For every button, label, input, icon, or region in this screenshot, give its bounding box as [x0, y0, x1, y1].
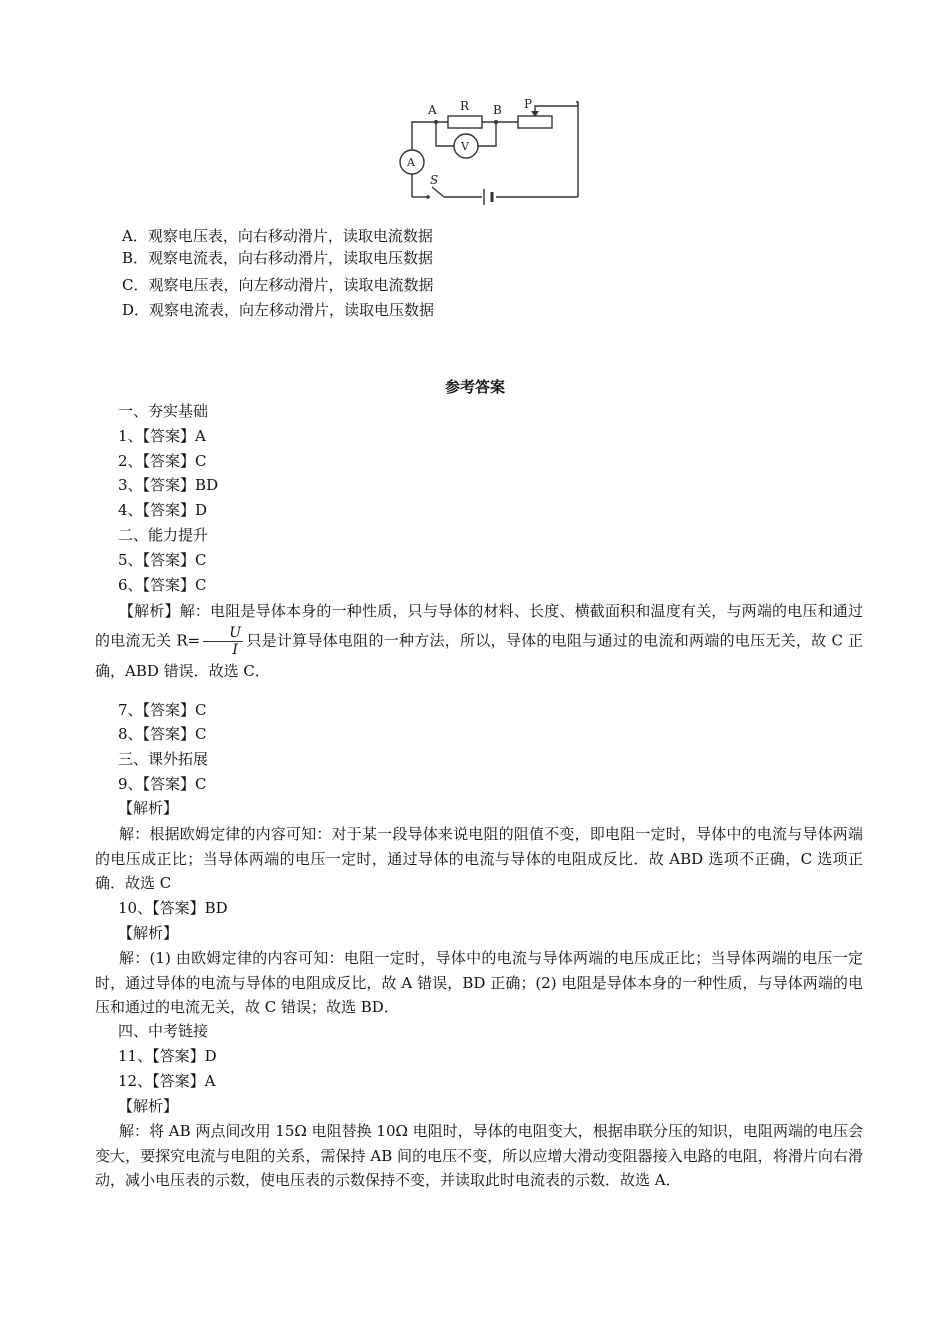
label-p: P [524, 97, 533, 111]
answer-10: 10、【答案】BD [118, 899, 228, 917]
voltmeter-label: V [461, 140, 469, 153]
fraction-denominator: I [232, 642, 238, 658]
explanation-9-body: 解：根据欧姆定律的内容可知：对于某一段导体来说电阻的阻值不变，即电阻一定时，导体中的电流与导体两端的电压成正比；当导体两端的电压一定时，通过导体的电流与导体的电阻成反比．故 ABD 选项不正确，C 选项正确．故选 C [95, 825, 863, 892]
explanation-6 [95, 598, 863, 685]
label-b: B [493, 103, 502, 117]
option-b: B．观察电流表，向右移动滑片，读取电压数据 [122, 249, 434, 267]
section-4: 四、中考链接 [118, 1022, 209, 1040]
formula-fraction [203, 625, 243, 658]
answer-4: 4、【答案】D [118, 501, 208, 519]
answer-title: 参考答案 [444, 378, 505, 396]
fraction-numerator: U [203, 625, 243, 642]
explanation-9-head: 【解析】 [118, 799, 179, 817]
label-a: A [428, 103, 437, 117]
answer-7: 7、【答案】C [118, 701, 207, 719]
section-2: 二、能力提升 [118, 526, 209, 544]
option-a: A．观察电压表，向右移动滑片，读取电流数据 [122, 227, 433, 245]
section-3: 三、课外拓展 [118, 750, 209, 768]
answer-11: 11、【答案】D [118, 1047, 217, 1065]
explanation-6-part2: 只是计算导体电阻的一种方法，所以，导体的电阻与通过的电流和两端的电压无关，故 C 正确，ABD 错误．故选 C． [95, 631, 863, 680]
explanation-12-head: 【解析】 [118, 1097, 179, 1115]
label-r: R [460, 99, 470, 113]
explanation-10-body: 解：(1) 由欧姆定律的内容可知：电阻一定时，导体中的电流与导体两端的电压成正比；当导体两端的电压一定时，通过导体的电流与导体的电阻成反比，故 A 错误，BD 正确；(2) 电阻是导体本身的一种性质，与导体两端的电压和通过的电流无关，故 C 错误；故选 BD． [95, 949, 863, 1016]
answer-5: 5、【答案】C [118, 551, 207, 569]
circuit-diagram [398, 94, 584, 206]
explanation-6-part1: 【解析】解：电阻是导体本身的一种性质，只与导体的材料、长度、横截面积和温度有关，与两端的电压和通过的电流无关 R= [95, 602, 863, 650]
ammeter-label: A [407, 156, 415, 169]
option-d: D．观察电流表，向左移动滑片，读取电压数据 [122, 301, 435, 319]
answer-12: 12、【答案】A [118, 1072, 216, 1090]
answer-3: 3、【答案】BD [118, 476, 219, 494]
switch-label: S [430, 173, 439, 187]
explanation-10-head: 【解析】 [118, 924, 179, 942]
answer-1: 1、【答案】A [118, 427, 206, 445]
option-c: C．观察电压表，向左移动滑片，读取电流数据 [122, 276, 434, 294]
answer-8: 8、【答案】C [118, 725, 207, 743]
answer-9: 9、【答案】C [118, 775, 207, 793]
section-1: 一、夯实基础 [118, 402, 209, 420]
answer-6: 6、【答案】C [118, 576, 207, 594]
explanation-12-body: 解：将 AB 两点间改用 15Ω 电阻替换 10Ω 电阻时，导体的电阻变大，根据串联分压的知识，电阻两端的电压会变大，要探究电流与电阻的关系，需保持 AB 间的电压不变，所以应增大滑动变阻器接入电路的电阻，将滑片向右滑动，减小电压表的示数，使电压表的示数保持不变，并读取此时电流表的示数．故选 A． [95, 1122, 863, 1189]
answer-2: 2、【答案】C [118, 452, 207, 470]
